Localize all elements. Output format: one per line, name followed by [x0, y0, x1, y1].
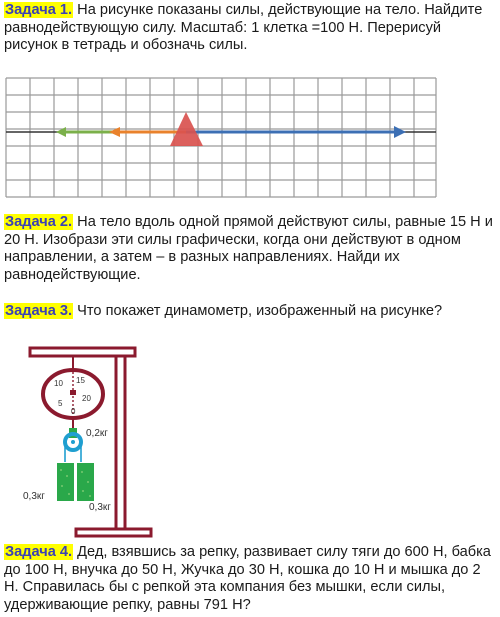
force-diagram	[0, 74, 440, 208]
left-weight-label: 0,3кг	[23, 491, 45, 502]
left-weight	[57, 463, 74, 501]
scale-mark-20: 20	[82, 394, 91, 403]
task-4	[4, 544, 494, 614]
dial-pointer	[70, 390, 76, 395]
dynamometer-diagram	[0, 336, 180, 544]
task-3-text: Что покажет динамометр, изображенный на рисунке?	[73, 303, 443, 319]
scale-mark-5: 5	[58, 399, 63, 408]
task-1	[4, 2, 494, 55]
task-4-text: Дед, взявшись за репку, развивает силу тяги до 600 Н, бабка до 100 Н, внучка до 50 Н, Жучка до 30 Н, кошка до 10 Н и мышка до 2 Н. Справилась бы с репкой эта компания без мышки, если силы, удерживающие репку, равны 791 Н?	[4, 544, 491, 613]
blue-force-arrow	[186, 126, 406, 138]
scale-mark-10: 10	[54, 379, 63, 388]
task-4-label: Задача 4.	[5, 544, 73, 560]
pulley-mass-label: 0,2кг	[86, 428, 108, 439]
task-3	[4, 303, 494, 321]
task-1-text: На рисунке показаны силы, действующие на тело. Найдите равнодействующую силу. Масштаб: 1 клетка =100 Н. Перерисуй рисунок в тетрадь и обозначь силы.	[4, 2, 483, 53]
scale-mark-0: 0	[71, 407, 76, 416]
task-2-text: На тело вдоль одной прямой действуют силы, равные 15 Н и 20 Н. Изобрази эти силы графически, когда они действуют в одном направлении, а затем – в разных направлениях. Найди их равнодействующие.	[4, 214, 493, 283]
grid	[6, 78, 436, 197]
scale-mark-15: 15	[76, 376, 85, 385]
right-weight	[77, 463, 94, 501]
task-1-label: Задача 1.	[5, 2, 73, 18]
task-3-label: Задача 3.	[5, 303, 73, 319]
right-weight-label: 0,3кг	[89, 502, 111, 513]
task-2-label: Задача 2.	[5, 214, 73, 230]
pulley	[65, 428, 81, 462]
task-2	[4, 214, 494, 284]
